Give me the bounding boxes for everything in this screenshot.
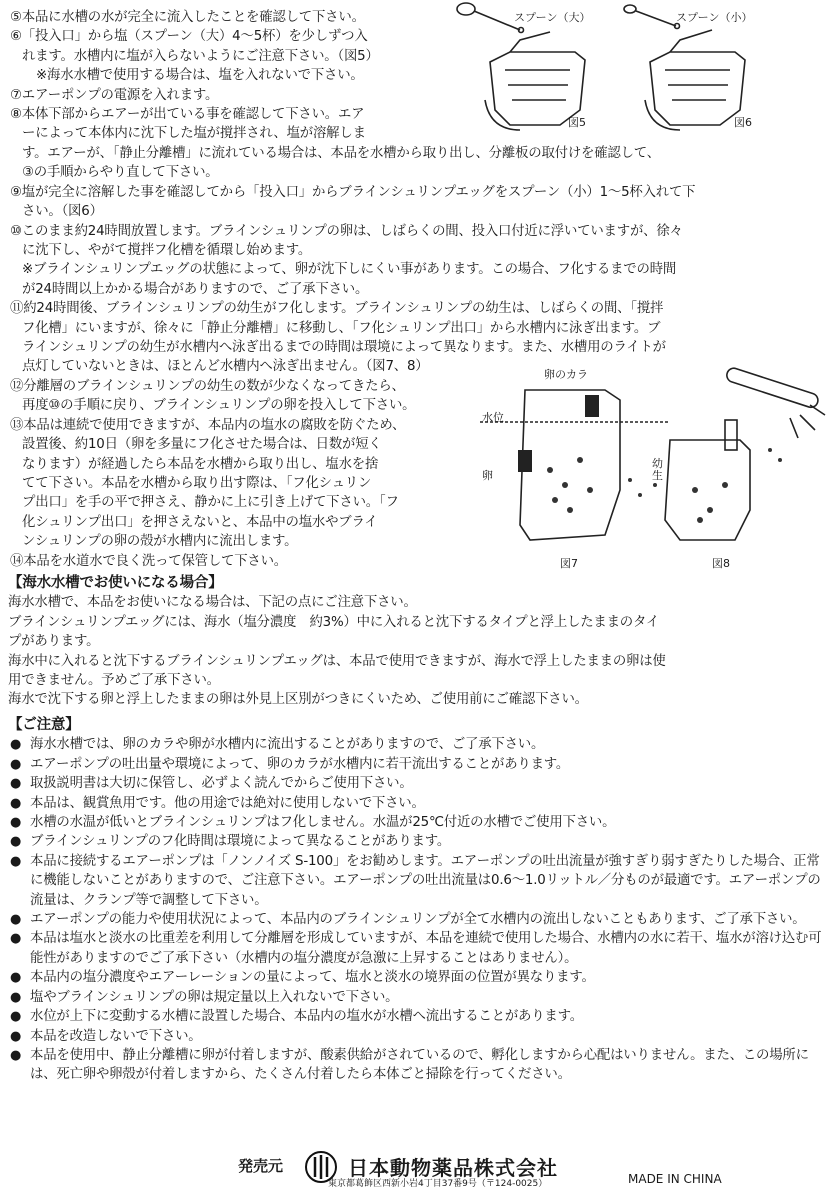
caution-item: ● 本品内の塩分濃度やエアーレーションの量によって、塩水と淡水の境界面の位置が異なります。 — [8, 968, 823, 987]
caution-item: ● 水槽の水温が低いとブラインシュリンプはフ化しません。水温が25℃付近の水槽でご使用下さい。 — [8, 813, 823, 832]
hatchery-cross-section-fig7-icon — [480, 390, 670, 540]
aquarium-light-icon — [725, 366, 825, 438]
caution-item: ● 水位が上下に変動する水槽に設置した場合、本品内の塩水が水槽へ流出することがあります。 — [8, 1007, 823, 1026]
step-13-cont5: 化シュリンプ出口」を押さえないと、本品中の塩水やブライ — [22, 514, 378, 530]
step-6-cont: れます。水槽内に塩が入らないようにご注意下さい。（図5） — [22, 48, 379, 64]
step-13-cont: 設置後、約10日（卵を多量にフ化させた場合は、日数が短く — [22, 437, 382, 453]
seawater-line: ブラインシュリンプエッグには、海水（塩分濃度 約3%）中に入れると沈下するタイプと浮上したままのタイ — [8, 614, 660, 630]
caution-item: ● 取扱説明書は大切に保管し、必ずよく読んでからご使用下さい。 — [8, 774, 823, 793]
caution-item: ● エアーポンプの能力や使用状況によって、本品内のブラインシュリンプが全て水槽内の流出しないこともあります、ご了承下さい。 — [8, 910, 823, 929]
step-13-cont2: なります）が経過したら本品を水槽から取り出し、塩水を捨 — [22, 456, 379, 472]
caution-item: ● 本品は塩水と淡水の比重差を利用して分離層を形成していますが、本品を連続で使用した場合、水槽内の水に若干、塩水が溶け込む可能性がありますのでご了承下さい（水槽内の塩分濃度が急激に上昇することはありません）。 — [8, 929, 823, 968]
step-5: ⑤本品に水槽の水が完全に流入したことを確認して下さい。 — [10, 10, 365, 25]
step-6-note: ※海水水槽で使用する場合は、塩を入れないで下さい。 — [36, 68, 364, 84]
caution-item: ● 塩やブラインシュリンプの卵は規定量以上入れないで下さい。 — [8, 988, 823, 1007]
cautions-section — [8, 714, 823, 1085]
water-level-label: 水位 — [482, 411, 504, 424]
cautions-list — [8, 735, 823, 1084]
fig6-label: 図6 — [734, 116, 752, 129]
figure-7-8-illustration — [470, 360, 827, 570]
caution-item: ● 本品を使用中、静止分離槽に卵が付着しますが、酸素供給がされているので、孵化しますから心配はいりません。また、この場所には、死亡卵や卵殻が付着しますから、たくさん付着したら本体ごと掃除を行ってください。 — [8, 1046, 823, 1085]
caution-item: ● 海水水槽では、卵のカラや卵が水槽内に流出することがありますので、ご了承下さい。 — [8, 735, 823, 754]
spoon-large-label: スプーン（大） — [514, 11, 591, 24]
caution-item: ● エアーポンプの吐出量や環境によって、卵のカラが水槽内に若干流出することがあります。 — [8, 755, 823, 774]
caution-item: ● 本品を改造しないで下さい。 — [8, 1027, 823, 1046]
publisher-label: 発売元 — [238, 1157, 284, 1175]
fig7-label: 図7 — [560, 557, 578, 570]
step-11: ⑪約24時間後、ブラインシュリンプの幼生がフ化します。ブラインシュリンプの幼生は、しばらくの間、「撹拌 — [10, 301, 664, 317]
step-13-cont4: プ出口」を手の平で押さえ、静かに上に引き上げて下さい。「フ — [22, 495, 399, 511]
cautions-title: 【ご注意】 — [8, 717, 80, 733]
step-9: ⑨塩が完全に溶解した事を確認してから「投入口」からブラインシュリンプエッグをスプーン（小）1～5杯入れて下 — [10, 184, 696, 200]
seawater-section — [8, 572, 823, 710]
caution-item: ● ブラインシュリンプのフ化時間は環境によって異なることがあります。 — [8, 832, 823, 851]
step-6: ⑥「投入口」から塩（スプーン（大）4～5杯）を少しずつ入 — [10, 29, 368, 45]
steps-block-1 — [10, 8, 450, 144]
caution-item: ● 本品は、観賞魚用です。他の用途では絶対に使用しないで下さい。 — [8, 794, 823, 813]
figure-5-6-illustration — [450, 0, 827, 140]
steps-block-3 — [10, 377, 475, 571]
step-11-cont2: ラインシュリンプの幼生が水槽内へ泳ぎ出るまでの時間は環境によって異なります。また、水槽用のライトが — [22, 340, 666, 356]
company-address: 東京都葛飾区西新小岩4丁目37番9号（〒124-0025） — [328, 1179, 548, 1189]
step-8: ⑧本体下部からエアーが出ている事を確認して下さい。エア — [10, 107, 365, 123]
step-7: ⑦エアーポンプの電源を入れます。 — [10, 87, 219, 103]
hatchery-unit-fig6-icon — [645, 30, 745, 130]
step-9-cont: さい。（図6） — [22, 204, 103, 220]
egg-label: 卵 — [482, 469, 493, 482]
step-10-note-cont: が24時間以上かかる場合がありますので、ご了承下さい。 — [22, 281, 369, 297]
seawater-line: 海水で沈下する卵と浮上したままの卵は外見上区別がつきにくいため、ご使用前にご確認下さい。 — [8, 692, 588, 708]
spoon-small-label: スプーン（小） — [676, 11, 753, 24]
fig8-label: 図8 — [712, 557, 730, 570]
step-12: ⑫分離層のブラインシュリンプの幼生の数が少なくなってきたら、 — [10, 379, 405, 394]
larva-label: 幼生 — [652, 457, 663, 482]
step-13-cont3: てて下さい。本品を水槽から取り出す際は、「フ化シュリン — [22, 476, 372, 492]
company-name: 日本動物薬品株式会社 — [348, 1156, 558, 1180]
step-12-cont: 再度⑩の手順に戻り、ブラインシュリンプの卵を投入して下さい。 — [22, 398, 416, 414]
caution-item: ● 本品に接続するエアーポンプは「ノンノイズ S-100」をお勧めします。エアーポンプの吐出流量が強すぎり弱すぎたりした場合、正常に機能しないことがありますので、ご注意下さい。エアーポンプの吐出流量は0.6～1.0リットル／分ものが最適です。エアーポンプの流量は、クランプ等で調整して下さい。 — [8, 852, 823, 910]
made-in-label: MADE IN CHINA — [628, 1172, 722, 1186]
step-11-cont: フ化槽」にいますが、徐々に「静止分離槽」に移動し、「フ化シュリンプ出口」から水槽内に泳ぎ出ます。ブ — [22, 320, 661, 336]
seawater-line: 用できません。予めご了承下さい。 — [8, 673, 220, 689]
egg-shell-label: 卵のカラ — [544, 368, 588, 381]
step-8-cont: ーによって本体内に沈下した塩が撹拌され、塩が溶解しま — [22, 126, 366, 142]
spoon-small-icon — [624, 5, 680, 29]
fig5-label: 図5 — [568, 116, 586, 129]
seawater-line: 海水中に入れると沈下するブラインシュリンプエッグは、本品で使用できますが、海水で浮上したままの卵は使 — [8, 653, 666, 669]
step-14: ⑭本品を水道水で良く洗って保管して下さい。 — [10, 553, 288, 569]
step-10-note: ※ブラインシュリンプエッグの状態によって、卵が沈下しにくい事があります。この場合、フ化するまでの時間 — [22, 262, 677, 278]
step-10: ⑩このまま約24時間放置します。ブラインシュリンプの卵は、しばらくの間、投入口付近に浮いていますが、徐々 — [10, 223, 683, 239]
seawater-line: プがあります。 — [8, 634, 100, 650]
step-10-cont: に沈下し、やがて撹拌フ化槽を循環し始めます。 — [22, 243, 312, 259]
step-11-cont3: 点灯していないときは、ほとんど水槽内へ泳ぎ出ません。（図7、8） — [22, 359, 429, 375]
step-13: ⑬本品は連続で使用できますが、本品内の塩水の腐敗を防ぐため、 — [10, 417, 406, 433]
step-13-cont6: ンシュリンプの卵の殻が水槽内に流出します。 — [22, 534, 298, 550]
seawater-line: 海水水槽で、本品をお使いになる場合は、下記の点にご注意下さい。 — [8, 595, 417, 611]
seawater-title: 【海水水槽でお使いになる場合】 — [8, 575, 223, 591]
steps-block-2 — [10, 144, 825, 377]
step-8-cont3: ③の手順からやり直して下さい。 — [22, 165, 219, 181]
step-8-cont2: す。エアーが、「静止分離槽」に流れている場合は、本品を水槽から取り出し、分離板の取付けを確認して、 — [22, 146, 660, 161]
hatchery-cross-section-fig8-icon — [665, 420, 782, 540]
